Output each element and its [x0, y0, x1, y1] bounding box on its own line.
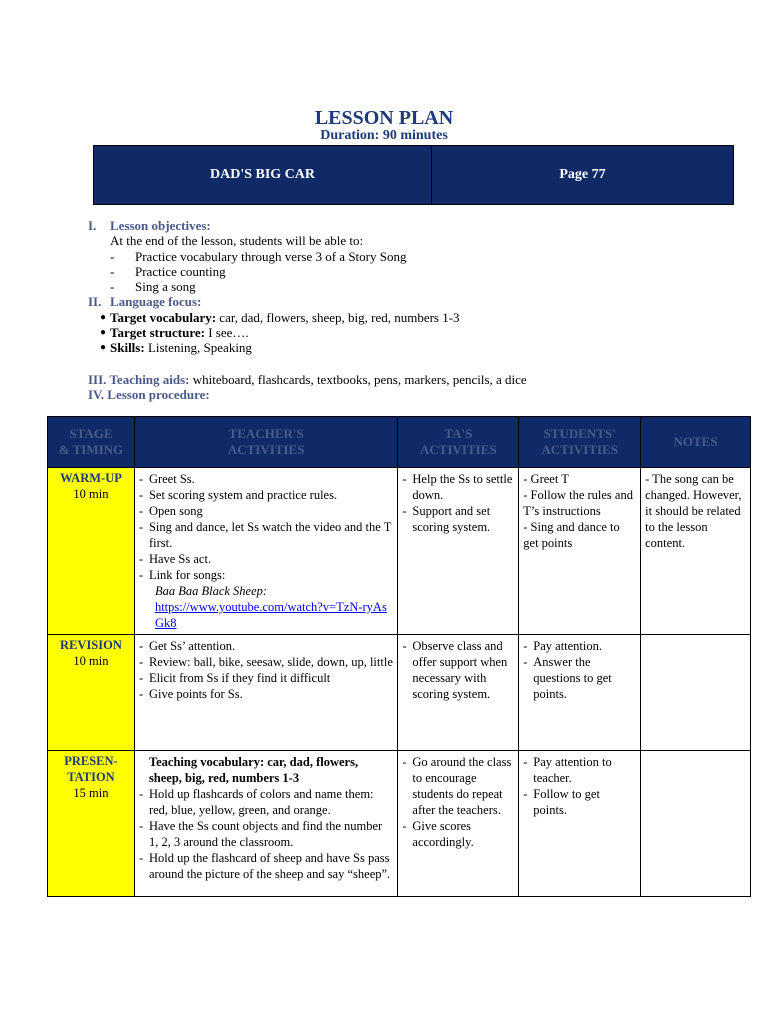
page-title: LESSON PLAN [314, 107, 454, 129]
objectives-heading: I. Lesson objectives: [88, 218, 211, 233]
header-stage: STAGE & TIMING [48, 417, 135, 468]
teaching-aids: III. Teaching aids: whiteboard, flashcards, textbooks, pens, markers, pencils, a dice [88, 371, 527, 387]
teacher-activities: Teaching vocabulary: car, dad, flowers, sheep, big, red, numbers 1-3 - Hold up flashcards of colors and name them: red, blue, yellow, green, and orange. - Have the Ss count objects and find the number 1, 2, 3 around the classroom. - Hold up the flashcard of sheep and have Ss pass around the picture of the sheep and say “sheep”. [134, 751, 397, 897]
stage-cell: REVISION 10 min [48, 635, 135, 751]
ta-activities: - Help the Ss to settle down. - Support and set scoring system. [398, 468, 519, 635]
song-link[interactable]: https://www.youtube.com/watch?v=TzN-ryAsGk8 [154, 600, 387, 630]
students-activities: - Greet T - Follow the rules and T’s instructions - Sing and dance to get points [519, 468, 641, 635]
table-row [48, 468, 751, 635]
bullet-icon: ● [100, 311, 107, 323]
teaching-vocab-heading: Teaching vocabulary: car, dad, flowers, sheep, big, red, numbers 1-3 [148, 755, 359, 785]
song-title: Baa Baa Black Sheep: [154, 584, 268, 598]
procedure-heading: IV. Lesson procedure: [88, 386, 210, 402]
bullet-icon: ● [100, 342, 107, 354]
lesson-sections [88, 218, 708, 402]
notes-cell [641, 635, 751, 751]
lesson-banner [93, 145, 734, 205]
students-activities: - Pay attention. - Answer the questions to get points. [519, 635, 641, 751]
table-row [48, 635, 751, 751]
objective-item: - Practice vocabulary through verse 3 of a Story Song [110, 248, 407, 264]
header-ta: TA'S ACTIVITIES [398, 417, 519, 468]
table-row [48, 751, 751, 897]
objective-item: - Sing a song [110, 279, 196, 295]
language-focus-item: ● Target vocabulary: car, dad, flowers, sheep, big, red, numbers 1-3 [100, 309, 460, 325]
stage-cell: WARM-UP 10 min [48, 468, 135, 635]
lesson-name: DAD'S BIG CAR [94, 146, 432, 204]
language-focus-heading: II. Language focus: [88, 294, 202, 310]
header-notes: NOTES [641, 417, 751, 468]
ta-activities: - Observe class and offer support when necessary with scoring system. [398, 635, 519, 751]
objectives-intro: At the end of the lesson, students will be able to: [110, 233, 364, 249]
ta-activities: - Go around the class to encourage students do repeat after the teachers. - Give scores accordingly. [398, 751, 519, 897]
duration: Duration: 90 minutes [320, 128, 448, 143]
stage-cell: PRESEN- TATION 15 min [48, 751, 135, 897]
objective-item: - Practice counting [110, 263, 226, 279]
bullet-icon: ● [100, 327, 107, 339]
notes-cell [641, 751, 751, 897]
table-header-row [48, 417, 751, 468]
procedure-table [47, 416, 751, 897]
notes-cell: - The song can be changed. However, it should be related to the lesson content. [641, 468, 751, 635]
teacher-activities: - Greet Ss. - Set scoring system and practice rules. - Open song - Sing and dance, let Ss watch the video and the T first. - Have Ss act. - Link for songs: Baa Baa Black Sheep: https://www.youtube.com/watch?v=TzN-ryAsGk8 [134, 468, 397, 635]
students-activities: - Pay attention to teacher. - Follow to get points. [519, 751, 641, 897]
page-number: Page 77 [559, 167, 606, 182]
language-focus-item: ● Target structure: I see…. [100, 325, 249, 341]
teacher-activities: - Get Ss’ attention. - Review: ball, bike, seesaw, slide, down, up, little - Elicit from Ss if they find it difficult - Give points for Ss. [134, 635, 397, 751]
header-students: STUDENTS' ACTIVITIES [519, 417, 641, 468]
header-teacher: TEACHER'S ACTIVITIES [134, 417, 397, 468]
language-focus-item: ● Skills: Listening, Speaking [100, 340, 252, 356]
